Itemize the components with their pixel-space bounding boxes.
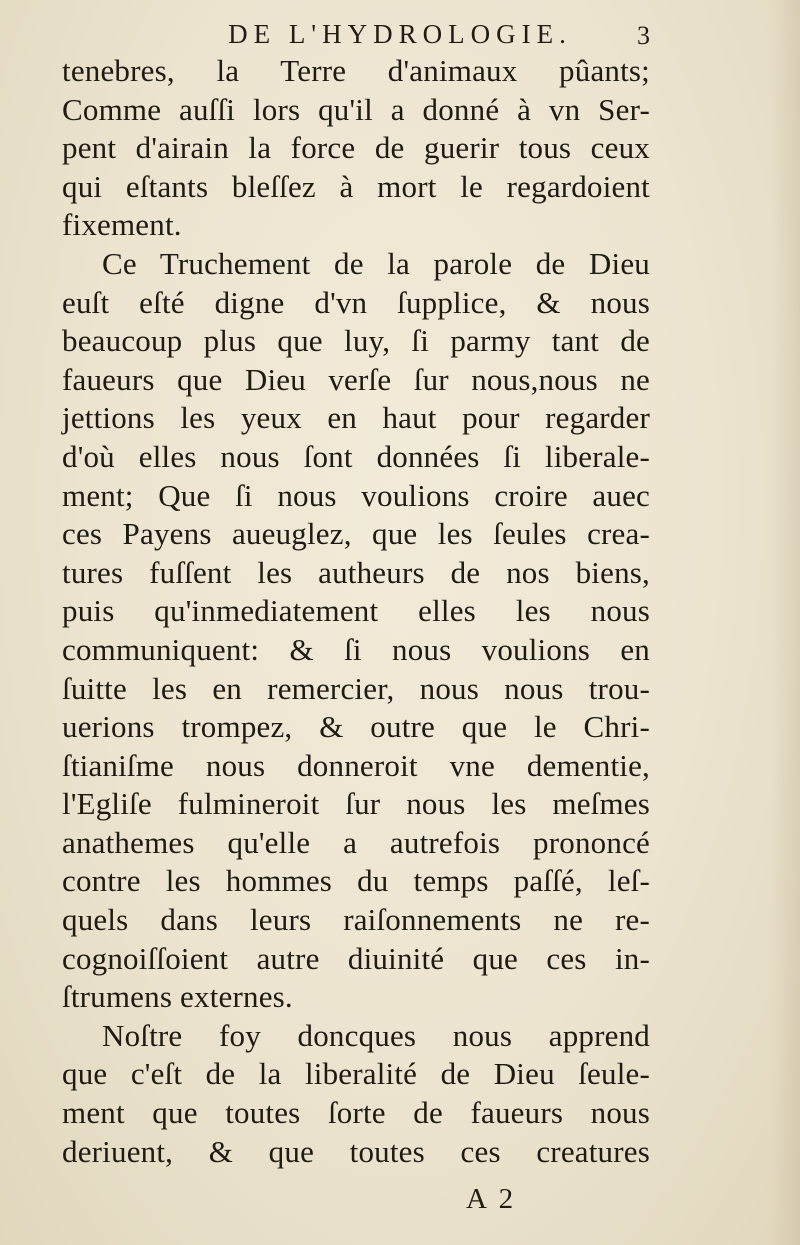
running-title: DE L'HYDROLOGIE. — [228, 19, 572, 49]
text-line: fixement. — [62, 207, 182, 243]
text-line: pent d'airain la force de guerir tous ceux — [62, 130, 650, 166]
text-line: faueurs que Dieu verſe ſur nous,nous ne — [62, 361, 650, 397]
page-edge-shadow — [770, 0, 800, 1245]
text-line: Noſtre foy doncques nous apprend — [102, 1017, 650, 1053]
text-line: ment; Que ſi nous voulions croire auec — [62, 477, 650, 513]
text-line: anathemes qu'elle a autrefois prononcé — [62, 824, 650, 860]
text-line: Ce Truchement de la parole de Dieu — [102, 245, 650, 281]
text-line: tenebres, la Terre d'animaux pûants; — [62, 53, 650, 88]
text-line: l'Egliſe fulmineroit ſur nous les meſmes — [62, 786, 650, 822]
text-line: ſuitte les en remercier, nous nous trou- — [62, 670, 650, 706]
text-line: deriuent, & que toutes ces creatures — [62, 1133, 650, 1169]
text-line: d'où elles nous ſont données ſi liberale- — [62, 438, 650, 474]
text-line: communiquent: & ſi nous voulions en — [62, 631, 650, 667]
text-line: jettions les yeux en haut pour regarder — [62, 400, 650, 436]
text-line: ſtianiſme nous donneroit vne dementie, — [62, 747, 650, 783]
text-line: quels dans leurs raiſonnements ne re- — [62, 902, 650, 938]
page-number: 3 — [637, 21, 650, 50]
text-line: beaucoup plus que luy, ſi parmy tant de — [62, 323, 650, 359]
text-line: Comme auſſi lors qu'il a donné à vn Ser- — [62, 91, 650, 127]
signature-mark: A 2 — [466, 1183, 517, 1215]
body-text — [62, 52, 650, 1171]
text-line: ſtrumens externes. — [62, 979, 293, 1015]
text-line: ces Payens aueuglez, que les ſeules crea- — [62, 516, 650, 552]
text-line: que c'eſt de la liberalité de Dieu ſeule- — [62, 1056, 650, 1092]
text-line: contre les hommes du temps paſſé, leſ- — [62, 863, 650, 899]
text-line: puis qu'inmediatement elles les nous — [62, 593, 650, 629]
text-line: uerions trompez, & outre que le Chri- — [62, 709, 650, 745]
text-line: qui eſtants bleſſez à mort le regardoient — [62, 168, 650, 204]
text-line: cognoiſſoient autre diuinité que ces in- — [62, 940, 650, 976]
text-line: tures fuſſent les autheurs de nos biens, — [62, 554, 650, 590]
text-line: euſt eſté digne d'vn ſupplice, & nous — [62, 284, 650, 320]
text-line: ment que toutes ſorte de faueurs nous — [62, 1095, 650, 1131]
